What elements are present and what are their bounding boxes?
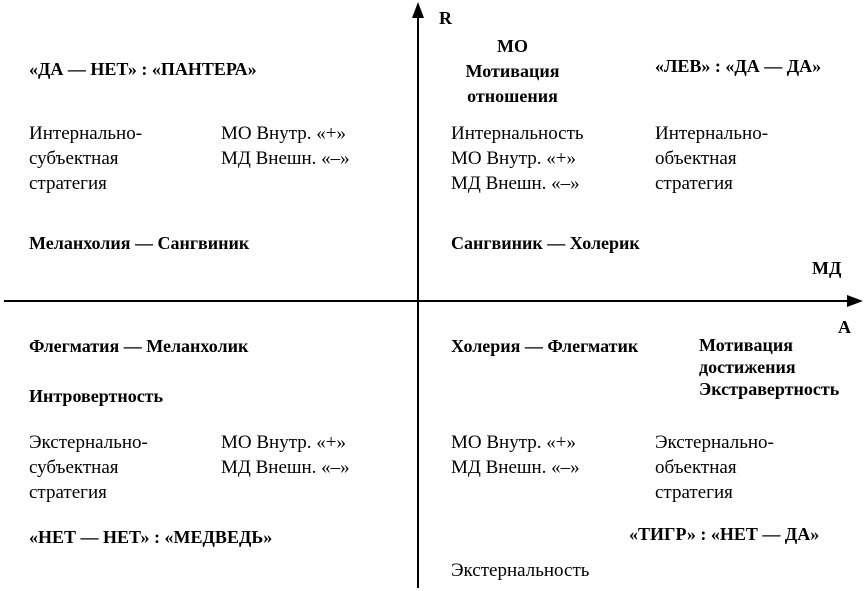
top-left-temperament: Меланхолия — Сангвиник [29, 233, 250, 253]
tiger-title: «ТИГР» : «НЕТ — ДА» [629, 524, 820, 544]
introversion-label: Интровертность [29, 386, 164, 406]
top-right-temperament: Сангвиник — Холерик [451, 233, 640, 253]
vertical-axis-arrow [412, 2, 424, 18]
external-subject-strategy: Экстернально- субъектная стратегия [29, 432, 148, 503]
axis-label-md: МД [812, 258, 842, 278]
externality-label: Экстернальность [451, 560, 590, 581]
external-object-strategy: Экстернально- объектная стратегия [655, 432, 774, 503]
achievement-motivation-heading: Мотивация достижения Экстравертность [699, 335, 840, 399]
panther-title: «ДА — НЕТ» : «ПАНТЕРА» [29, 59, 257, 79]
internal-object-strategy: Интернально- объектная стратегия [655, 123, 769, 194]
relationship-motivation-heading: МО Мотивация отношения [465, 36, 560, 106]
horizontal-axis-arrow [847, 295, 863, 307]
bottom-left-motives: МО Внутр. «+» МД Внешн. «–» [221, 432, 350, 478]
internal-subject-strategy: Интернально- субъектная стратегия [29, 123, 143, 194]
top-right-motives: Интернальность МО Внутр. «+» МД Внешн. «–» [451, 123, 584, 194]
axis-label-r: R [439, 8, 452, 28]
bottom-right-temperament: Холерия — Флегматик [451, 336, 639, 356]
bottom-left-temperament: Флегматия — Меланхолик [29, 336, 249, 356]
bottom-right-motives: МО Внутр. «+» МД Внешн. «–» [451, 432, 580, 478]
lion-title: «ЛЕВ» : «ДА — ДА» [655, 56, 822, 76]
axis-label-a: А [838, 317, 851, 337]
top-left-motives: МО Внутр. «+» МД Внешн. «–» [221, 123, 350, 169]
bear-title: «НЕТ — НЕТ» : «МЕДВЕДЬ» [29, 527, 273, 547]
